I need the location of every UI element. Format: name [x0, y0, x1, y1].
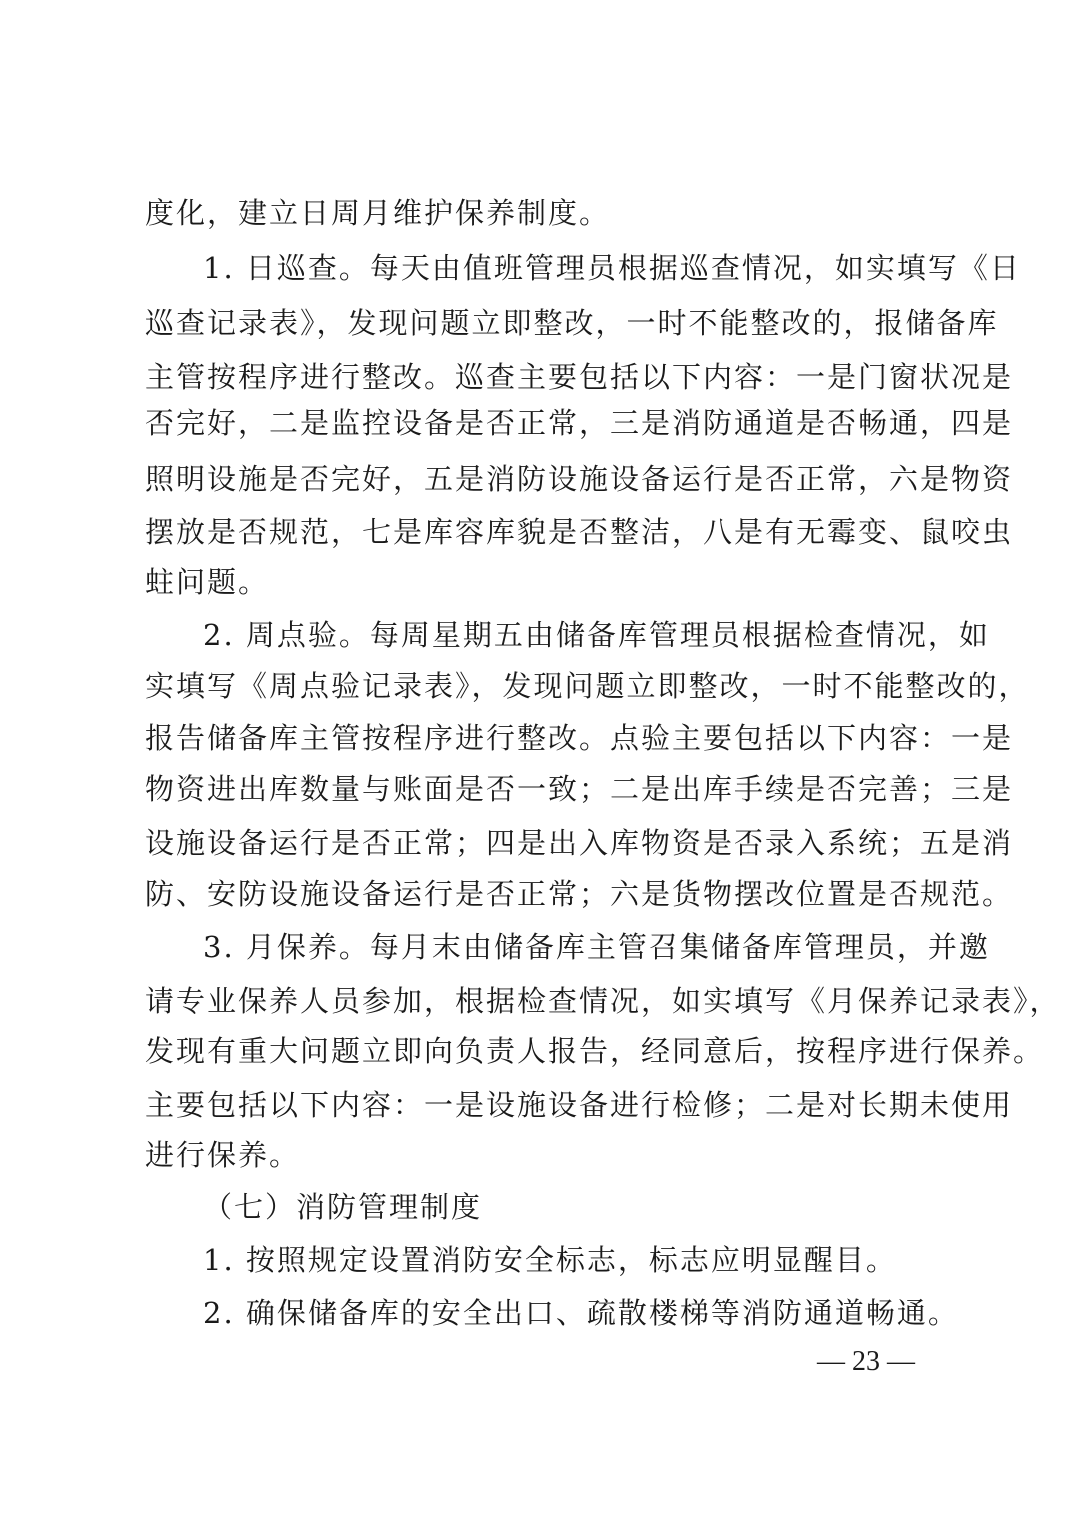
text-line: 摆放是否规范，七是库容库貌是否整洁，八是有无霉变、鼠咬虫 [145, 515, 1014, 549]
text-line: 否完好，二是监控设备是否正常，三是消防通道是否畅通，四是 [145, 406, 1014, 440]
text-line: 物资进出库数量与账面是否一致；二是出库手续是否完善；三是 [145, 772, 1014, 806]
text-line: 1. 日巡查。每天由值班管理员根据巡查情况，如实填写《日 [203, 251, 1021, 285]
text-line: 进行保养。 [145, 1138, 301, 1172]
text-line: 3. 月保养。每月末由储备库主管召集储备库管理员，并邀 [203, 930, 990, 964]
text-line: 发现有重大问题立即向负责人报告，经同意后，按程序进行保养。 [145, 1034, 1045, 1068]
text-line: 巡查记录表》，发现问题立即整改，一时不能整改的，报储备库 [145, 306, 999, 340]
text-line: 主管按程序进行整改。巡查主要包括以下内容：一是门窗状况是 [145, 360, 1014, 394]
text-line: 设施设备运行是否正常；四是出入库物资是否录入系统；五是消 [145, 826, 1014, 860]
text-line: 报告储备库主管按程序进行整改。点验主要包括以下内容：一是 [145, 721, 1014, 755]
text-line: 1. 按照规定设置消防安全标志，标志应明显醒目。 [203, 1243, 897, 1277]
text-line: 防、安防设施设备运行是否正常；六是货物摆改位置是否规范。 [145, 877, 1014, 911]
text-line: 蛀问题。 [145, 565, 270, 599]
text-line: 2. 确保储备库的安全出口、疏散楼梯等消防通道畅通。 [203, 1296, 959, 1330]
text-line: 度化，建立日周月维护保养制度。 [145, 196, 611, 230]
text-line: 请专业保养人员参加，根据检查情况，如实填写《月保养记录表》， [145, 984, 1061, 1018]
section-heading: （七）消防管理制度 [203, 1190, 483, 1224]
text-line: 2. 周点验。每周星期五由储备库管理员根据检查情况，如 [203, 618, 990, 652]
text-line: 主要包括以下内容：一是设施设备进行检修；二是对长期未使用 [145, 1088, 1014, 1122]
text-line: 照明设施是否完好，五是消防设施设备运行是否正常，六是物资 [145, 462, 1014, 496]
page-number: — 23 — [817, 1346, 915, 1377]
text-line: 实填写《周点验记录表》，发现问题立即整改，一时不能整改的， [145, 669, 1030, 703]
